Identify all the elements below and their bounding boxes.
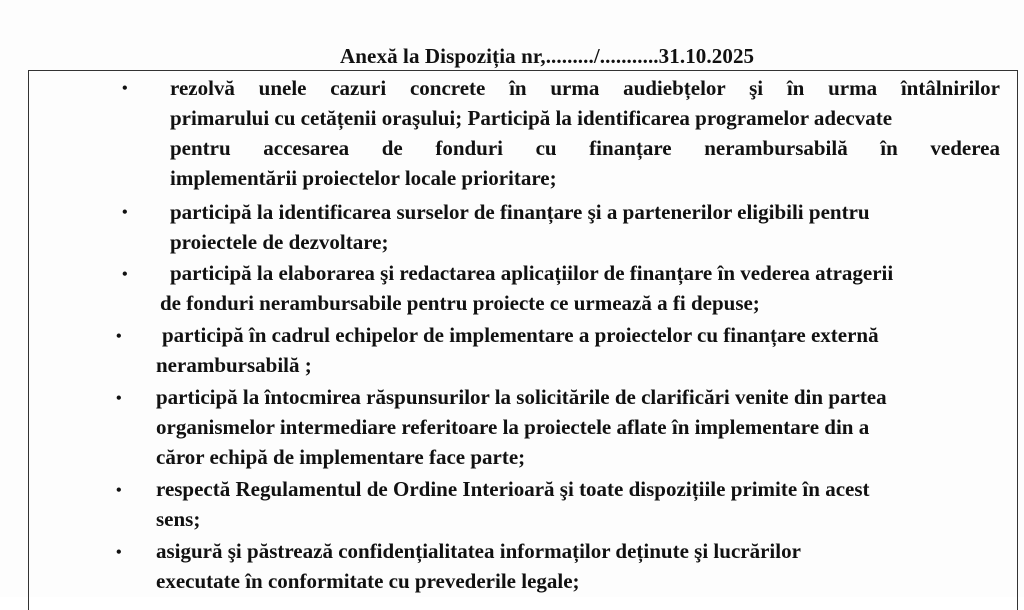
list-item-line: proiectele de dezvoltare; <box>170 230 389 254</box>
bullet-icon: • <box>122 266 128 283</box>
list-item-line: respectă Regulamentul de Ordine Interioară şi toate dispozițiile primite în acest <box>156 477 870 501</box>
list-item-line: primarului cu cetățenii oraşului; Participă la identificarea programelor adecvate <box>170 106 893 130</box>
list-item-line: organismelor intermediare referitoare la proiectele aflate în implementare din a <box>156 415 870 439</box>
list-item-line: rezolvă unele cazuri concrete în urma audiebțelor şi în urma întâlnirilor <box>170 76 1000 100</box>
annex-header: Anexă la Dispoziția nr,........./...........31.10.2025 <box>340 44 755 68</box>
bullet-icon: • <box>116 544 122 561</box>
list-item-line: implementării proiectelor locale prioritare; <box>170 166 557 190</box>
list-item-line: asigură şi păstrează confidențialitatea informaților deținute şi lucrărilor <box>156 539 801 563</box>
list-item-line: participă la întocmirea răspunsurilor la solicitările de clarificări venite din partea <box>156 385 887 409</box>
list-item-line: pentru accesarea de fonduri cu finanțare nerambursabilă în vederea <box>170 136 1000 160</box>
bullet-icon: • <box>122 204 128 221</box>
list-item-line: participă la elaborarea şi redactarea aplicațiilor de finanțare în vederea atragerii <box>170 261 894 285</box>
bullet-icon: • <box>116 390 122 407</box>
bullet-icon: • <box>122 80 128 97</box>
list-item-line: participă la identificarea surselor de finanțare şi a partenerilor eligibili pentru <box>170 200 870 224</box>
list-item-line: executate în conformitate cu prevederile legale; <box>156 569 580 593</box>
list-item-line: sens; <box>156 507 201 531</box>
list-item-line: participă în cadrul echipelor de implementare a proiectelor cu finanțare externă <box>162 323 879 347</box>
list-item-line: nerambursabilă ; <box>156 353 312 377</box>
bullet-icon: • <box>116 482 122 499</box>
list-item-line: căror echipă de implementare face parte; <box>156 445 526 469</box>
bullet-icon: • <box>116 328 122 345</box>
list-item-line: de fonduri nerambursabile pentru proiecte ce urmează a fi depuse; <box>160 291 760 315</box>
